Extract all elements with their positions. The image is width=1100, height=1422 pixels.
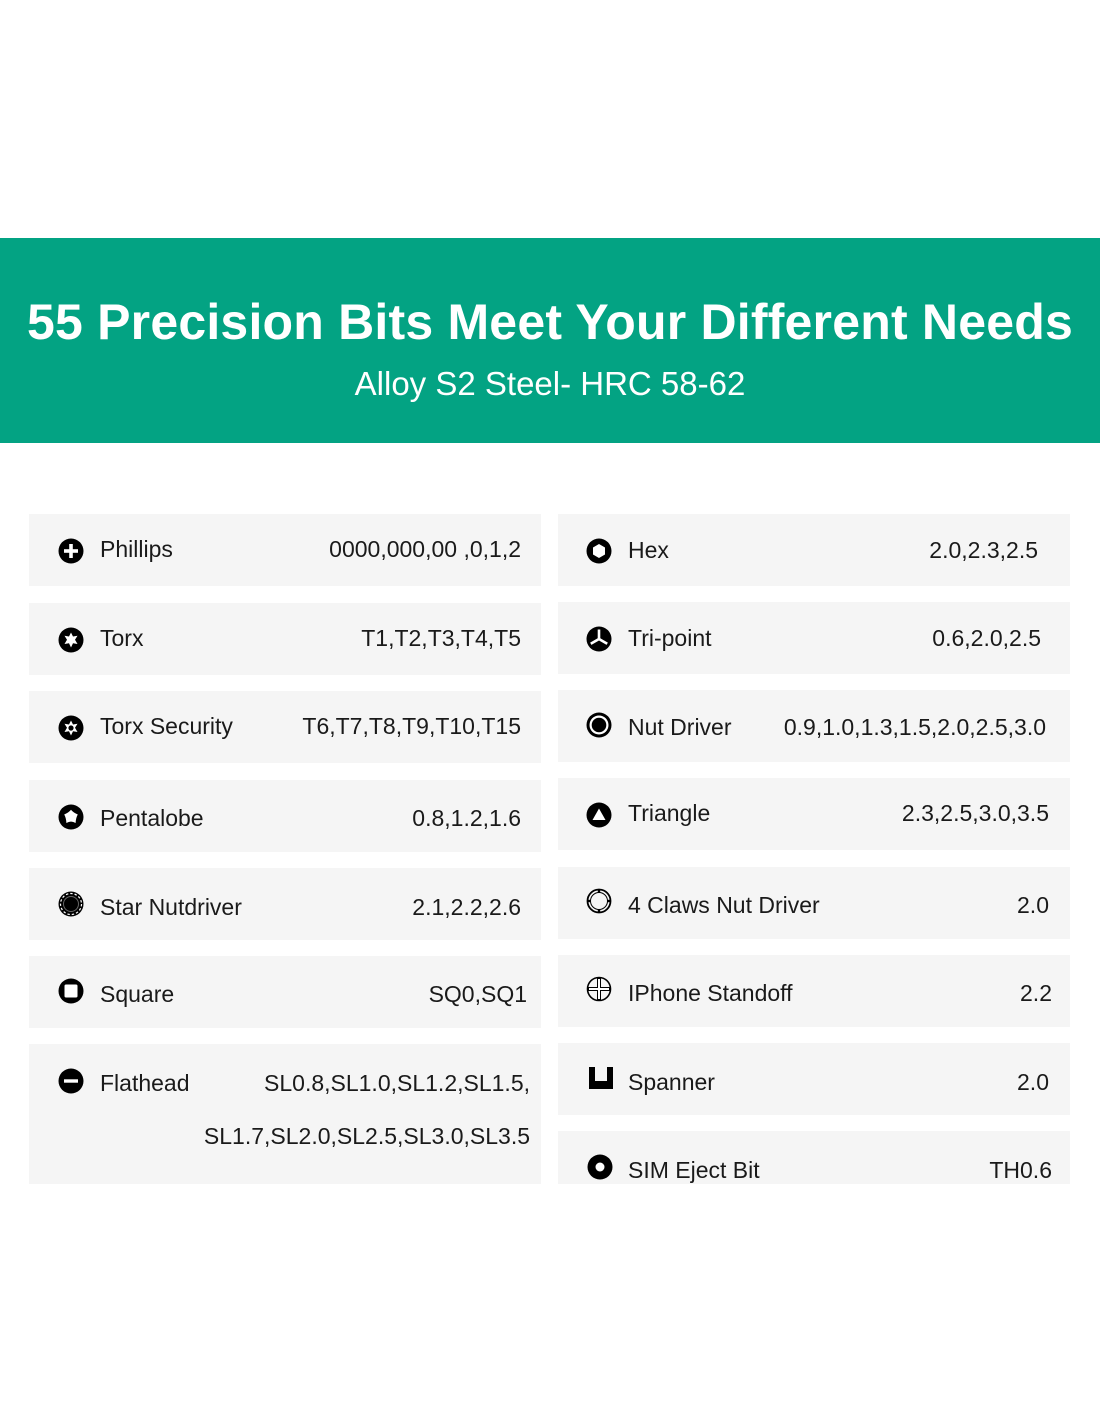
triangle-icon xyxy=(586,802,612,828)
bit-sizes: T1,T2,T3,T4,T5 xyxy=(361,625,521,651)
bit-name: Spanner xyxy=(628,1069,715,1095)
bit-name: Hex xyxy=(628,537,669,563)
bit-row-triangle xyxy=(558,778,1070,850)
square-icon xyxy=(58,978,84,1004)
torx-icon xyxy=(58,627,84,653)
pentalobe-icon xyxy=(58,804,84,830)
bit-sizes: 2.0,2.3,2.5 xyxy=(929,537,1038,563)
bit-name: 4 Claws Nut Driver xyxy=(628,892,820,918)
bit-row-pentalobe xyxy=(29,780,541,852)
bit-sizes: TH0.6 xyxy=(989,1157,1052,1183)
bit-row-spanner xyxy=(558,1043,1070,1115)
bit-sizes: T6,T7,T8,T9,T10,T15 xyxy=(302,713,521,739)
nut-driver-icon xyxy=(586,712,612,738)
bit-row-star-nutdriver xyxy=(29,868,541,940)
bit-name: Torx xyxy=(100,625,144,651)
bit-row-tri-point xyxy=(558,602,1070,674)
four-claws-icon xyxy=(586,888,612,914)
bit-sizes: 2.3,2.5,3.0,3.5 xyxy=(901,800,1049,826)
bit-name: Star Nutdriver xyxy=(100,894,242,920)
bit-sizes: 2.0 xyxy=(1017,1069,1049,1095)
bit-name: Torx Security xyxy=(100,713,233,739)
bit-sizes: 2.1,2.2,2.6 xyxy=(412,894,521,920)
bit-name: Triangle xyxy=(628,800,711,826)
bit-name: Pentalobe xyxy=(100,805,204,831)
bit-sizes: 2.0 xyxy=(1017,892,1049,918)
hex-icon xyxy=(586,538,612,564)
header-banner xyxy=(0,238,1100,443)
bit-name: Nut Driver xyxy=(628,714,732,740)
bit-row-iphone-standoff xyxy=(558,955,1070,1027)
page-title: 55 Precision Bits Meet Your Different Needs xyxy=(27,294,1073,350)
bit-row-square xyxy=(29,956,541,1028)
bit-row-flathead xyxy=(29,1044,541,1184)
bit-name: Square xyxy=(100,981,175,1007)
bit-row-torx-security xyxy=(29,691,541,763)
bit-sizes: SQ0,SQ1 xyxy=(428,981,527,1007)
bit-row-phillips xyxy=(29,514,541,586)
torx-security-icon xyxy=(58,715,84,741)
bit-name: IPhone Standoff xyxy=(628,980,793,1006)
spanner-icon xyxy=(588,1065,614,1091)
tri-point-icon xyxy=(586,626,612,652)
phillips-icon xyxy=(58,538,84,564)
bit-sizes-line2: SL1.7,SL2.0,SL2.5,SL3.0,SL3.5 xyxy=(203,1123,530,1149)
flathead-icon xyxy=(58,1068,84,1094)
bit-row-four-claws xyxy=(558,867,1070,939)
bit-name: Tri-point xyxy=(628,625,712,651)
bit-name: SIM Eject Bit xyxy=(628,1157,760,1183)
bit-name: Flathead xyxy=(100,1070,190,1096)
bit-sizes: 0.6,2.0,2.5 xyxy=(932,625,1041,651)
bit-sizes: 2.2 xyxy=(1020,980,1052,1006)
bit-row-hex xyxy=(558,514,1070,586)
sim-eject-icon xyxy=(587,1154,613,1180)
bit-row-sim-eject xyxy=(558,1131,1070,1184)
bit-sizes: 0.9,1.0,1.3,1.5,2.0,2.5,3.0 xyxy=(783,714,1046,740)
star-nutdriver-icon xyxy=(58,891,84,917)
bit-row-nut-driver xyxy=(558,690,1070,762)
bit-row-torx xyxy=(29,603,541,675)
bit-sizes: 0.8,1.2,1.6 xyxy=(412,805,521,831)
iphone-standoff-icon xyxy=(586,976,612,1002)
bit-sizes: SL0.8,SL1.0,SL1.2,SL1.5, xyxy=(264,1070,530,1096)
bit-sizes: 0000,000,00 ,0,1,2 xyxy=(329,536,521,562)
bit-name: Phillips xyxy=(100,536,173,562)
page-subtitle: Alloy S2 Steel- HRC 58-62 xyxy=(354,365,746,402)
